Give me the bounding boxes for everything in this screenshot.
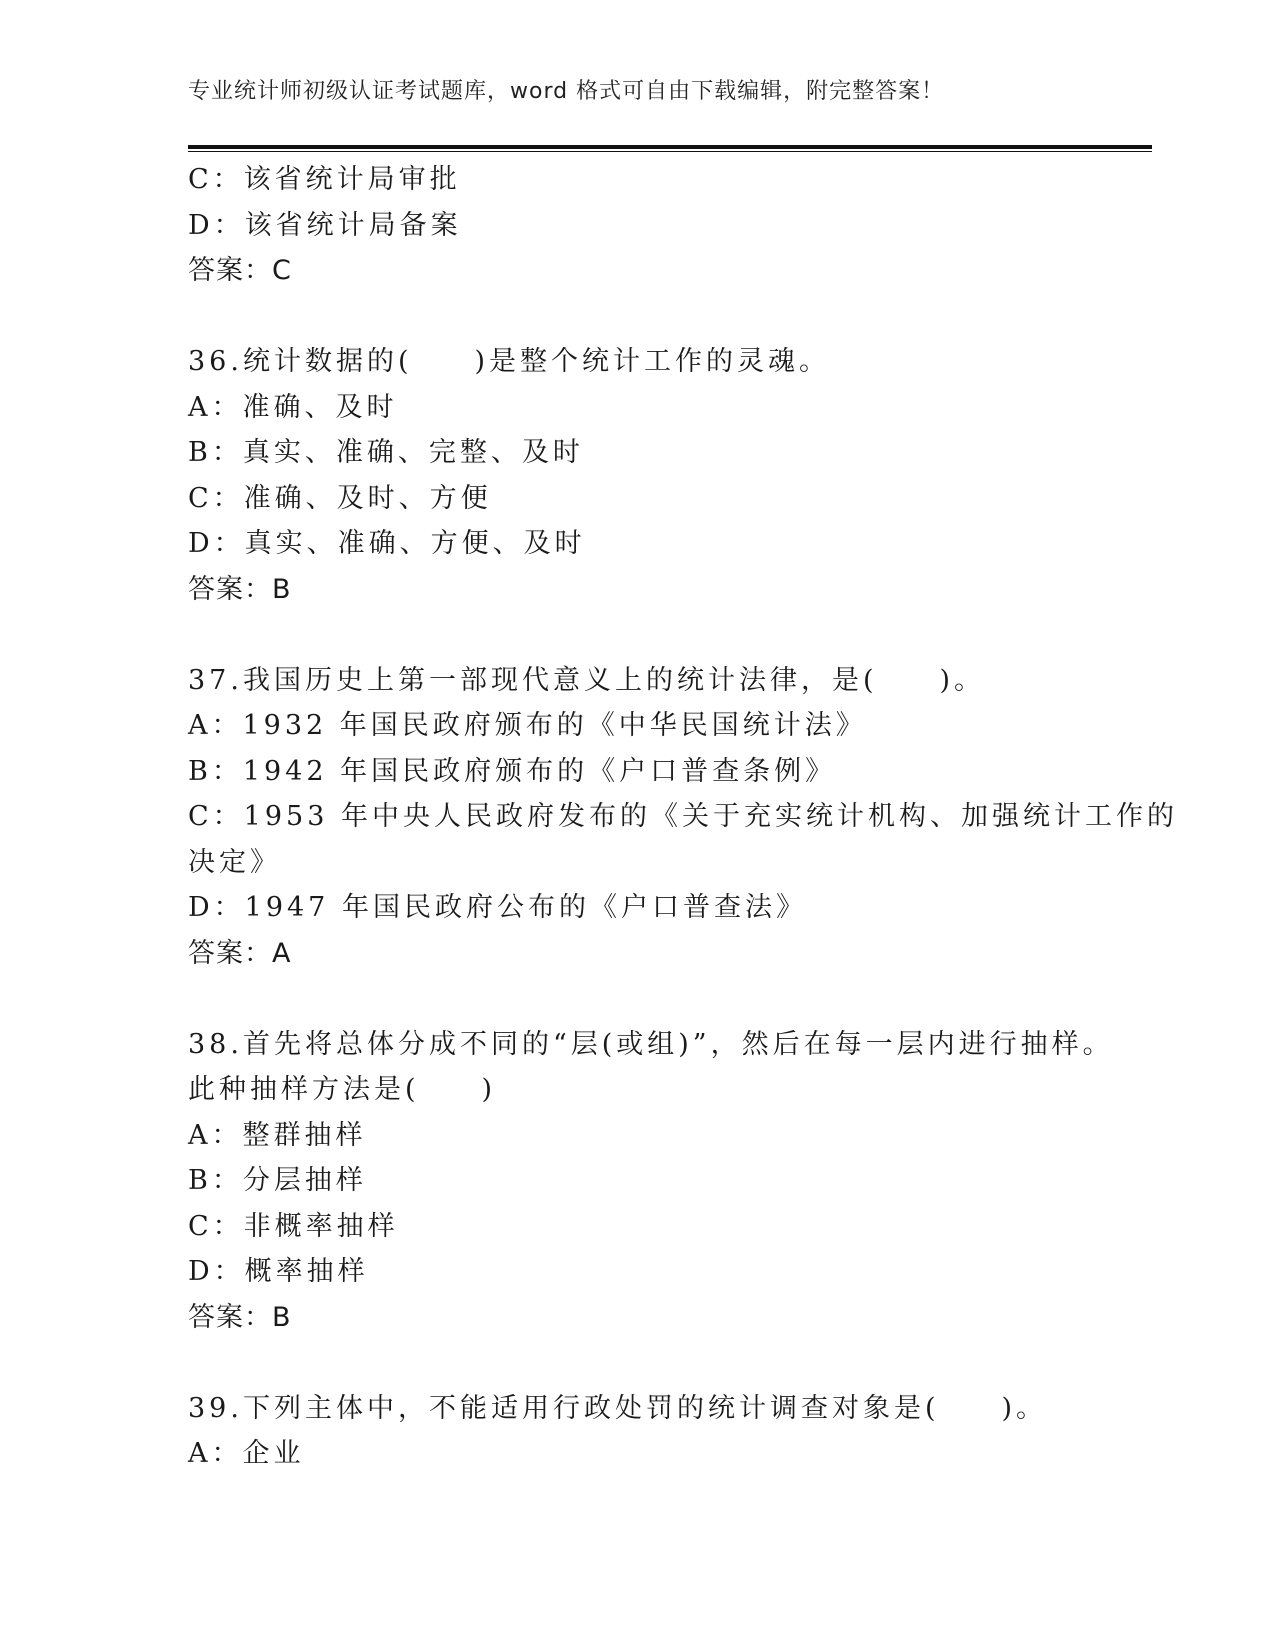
option-line: D：概率抽样 (188, 1256, 369, 1287)
option-line: C：1953 年中央人民政府发布的《关于充实统计机构、加强统计工作的 (188, 801, 1178, 832)
spacer (188, 976, 1088, 1022)
option-line: B：1942 年国民政府颁布的《户口普查条例》 (188, 755, 837, 787)
option-line: A：1932 年国民政府颁布的《中华民国统计法》 (188, 710, 867, 741)
question-line: 38.首先将总体分成不同的“层(或组)”，然后在每一层内进行抽样。 (188, 1028, 1114, 1060)
question-line: 39.下列主体中，不能适用行政处罚的统计调查对象是( )。 (188, 1392, 1048, 1424)
answer-line: 答案：A (188, 937, 292, 969)
option-line: A：准确、及时 (188, 391, 398, 423)
question-line: 36.统计数据的( )是整个统计工作的灵魂。 (188, 346, 831, 377)
option-line: A：整群抽样 (188, 1119, 367, 1151)
answer-line: 答案：B (188, 573, 292, 605)
option-line: D：真实、准确、方便、及时 (188, 528, 586, 559)
spacer (188, 1340, 1088, 1386)
option-line: D：该省统计局备案 (188, 209, 462, 241)
option-line: C：非概率抽样 (188, 1210, 399, 1242)
option-line: C：该省统计局审批 (188, 164, 461, 195)
option-line-continued: 决定》 (188, 846, 281, 878)
answer-line: 答案：B (188, 1301, 292, 1333)
page-header: 专业统计师初级认证考试题库，word 格式可自由下载编辑，附完整答案！ (188, 79, 945, 104)
question-line: 37.我国历史上第一部现代意义上的统计法律，是( )。 (188, 664, 986, 696)
header-rule-thin (188, 151, 1152, 152)
option-line: B：真实、准确、完整、及时 (188, 437, 584, 468)
option-line: C：准确、及时、方便 (188, 482, 492, 514)
option-line: D：1947 年国民政府公布的《户口普查法》 (188, 892, 807, 923)
question-line-continued: 此种抽样方法是( ) (188, 1074, 497, 1105)
spacer (188, 612, 1088, 658)
answer-line: 答案：C (188, 255, 292, 286)
option-line: A：企业 (188, 1438, 305, 1469)
option-line: B：分层抽样 (188, 1165, 367, 1196)
header-rule-thick (188, 145, 1152, 149)
spacer (188, 294, 1088, 340)
question-content (188, 157, 1178, 1477)
